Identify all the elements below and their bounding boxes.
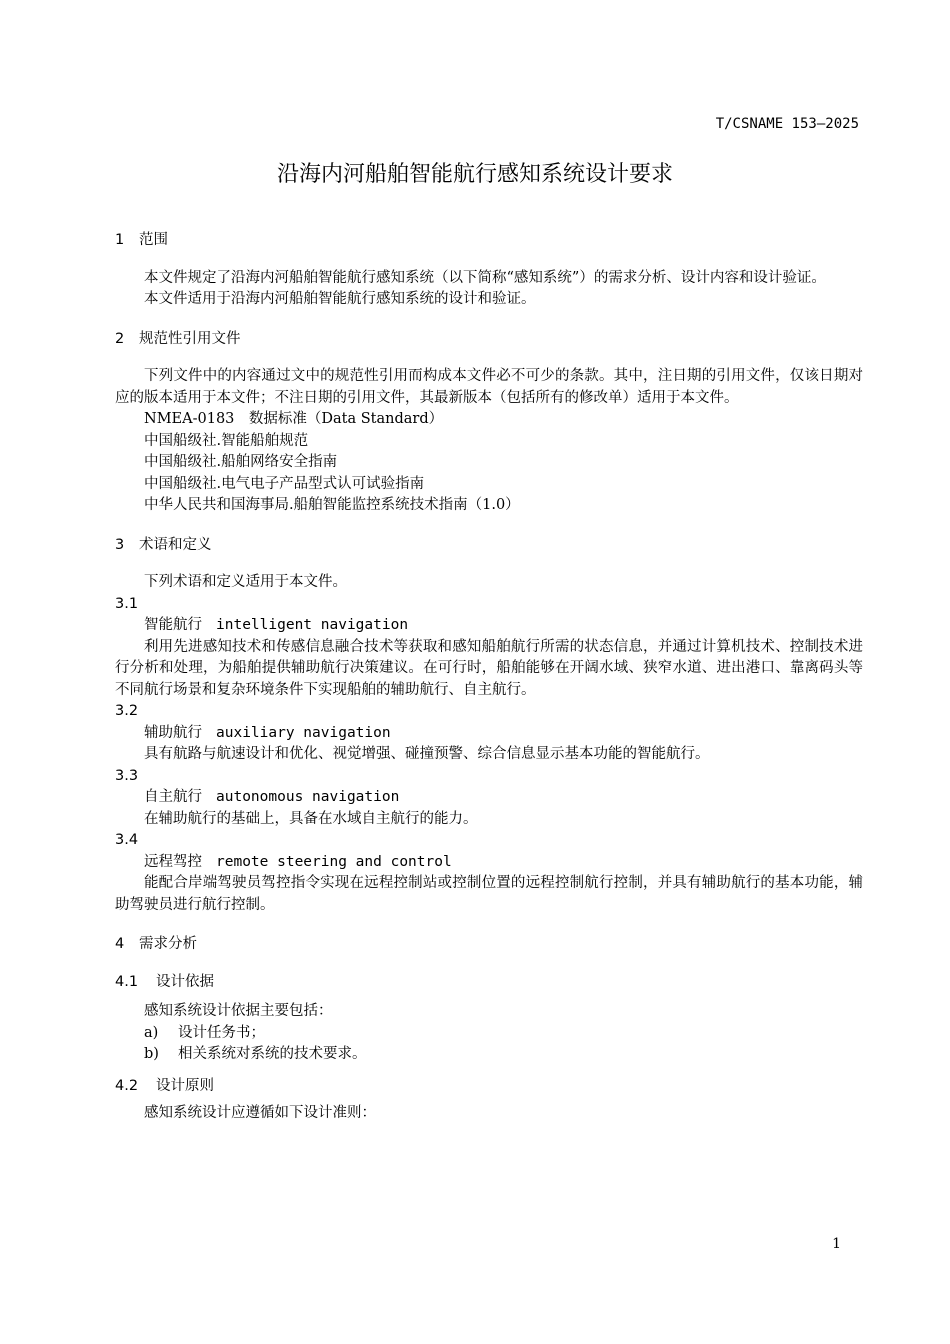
reference-item: NMEA-0183 数据标准（Data Standard） — [144, 411, 444, 427]
document-code: T/CSNAME 153—2025 — [715, 116, 859, 132]
term-number: 3.4 — [115, 832, 139, 848]
term-definition: 具有航路与航速设计和优化、视觉增强、碰撞预警、综合信息显示基本功能的智能航行。 — [144, 746, 710, 762]
subsection-heading: 4.1 设计依据 — [115, 973, 214, 990]
paragraph: 本文件规定了沿海内河船舶智能航行感知系统（以下简称“感知系统”）的需求分析、设计内容和设计验证。 — [144, 269, 826, 286]
subsection-heading: 4.2 设计原则 — [115, 1077, 214, 1094]
term-number: 3.3 — [115, 767, 139, 784]
paragraph: 本文件适用于沿海内河船舶智能航行感知系统的设计和验证。 — [144, 291, 536, 307]
paragraph: 下列术语和定义适用于本文件。 — [144, 574, 347, 590]
reference-item: 中华人民共和国海事局.船舶智能监控系统技术指南（1.0） — [144, 497, 520, 513]
section-heading: 2 规范性引用文件 — [115, 330, 241, 347]
term-number: 3.2 — [115, 703, 139, 719]
section-heading: 3 术语和定义 — [115, 536, 212, 553]
document-body — [115, 230, 863, 1125]
term-definition: 能配合岸端驾驶员驾控指令实现在远程控制站或控制位置的远程控制航行控制，并具有辅助航行的基本功能，辅助驾驶员进行航行控制。 — [115, 875, 863, 913]
list-item: a) 设计任务书； — [144, 1024, 265, 1041]
page-number: 1 — [832, 1236, 841, 1252]
section-heading: 4 需求分析 — [115, 936, 197, 952]
reference-item: 中国船级社.船舶网络安全指南 — [144, 454, 338, 470]
term-definition: 利用先进感知技术和传感信息融合技术等获取和感知船舶航行所需的状态信息，并通过计算机技术、控制技术进行分析和处理，为船舶提供辅助航行决策建议。在可行时，船舶能够在开阔水域、狭窄水道、进出港口、靠离码头等不同航行场景和复杂环境条件下实现船舶的辅助航行、自主航行。 — [115, 638, 863, 698]
term-title: 远程驾控 remote steering and control — [144, 853, 452, 870]
paragraph: 下列文件中的内容通过文中的规范性引用而构成本文件必不可少的条款。其中，注日期的引用文件，仅该日期对应的版本适用于本文件；不注日期的引用文件，其最新版本（包括所有的修改单）适用于本文件。 — [115, 368, 863, 406]
term-title: 自主航行 autonomous navigation — [144, 789, 400, 805]
section-heading: 1 范围 — [115, 232, 168, 248]
term-number: 3.1 — [115, 595, 139, 612]
document-title: 沿海内河船舶智能航行感知系统设计要求 — [276, 162, 673, 187]
paragraph: 感知系统设计依据主要包括： — [144, 1003, 333, 1019]
reference-item: 中国船级社.电气电子产品型式认可试验指南 — [144, 475, 425, 492]
term-title: 智能航行 intelligent navigation — [144, 617, 409, 633]
reference-item: 中国船级社.智能船舶规范 — [144, 432, 309, 449]
paragraph: 感知系统设计应遵循如下设计准则： — [144, 1105, 376, 1121]
term-definition: 在辅助航行的基础上，具备在水域自主航行的能力。 — [144, 810, 478, 827]
term-title: 辅助航行 auxiliary navigation — [144, 724, 391, 741]
list-item: b) 相关系统对系统的技术要求。 — [144, 1046, 367, 1062]
